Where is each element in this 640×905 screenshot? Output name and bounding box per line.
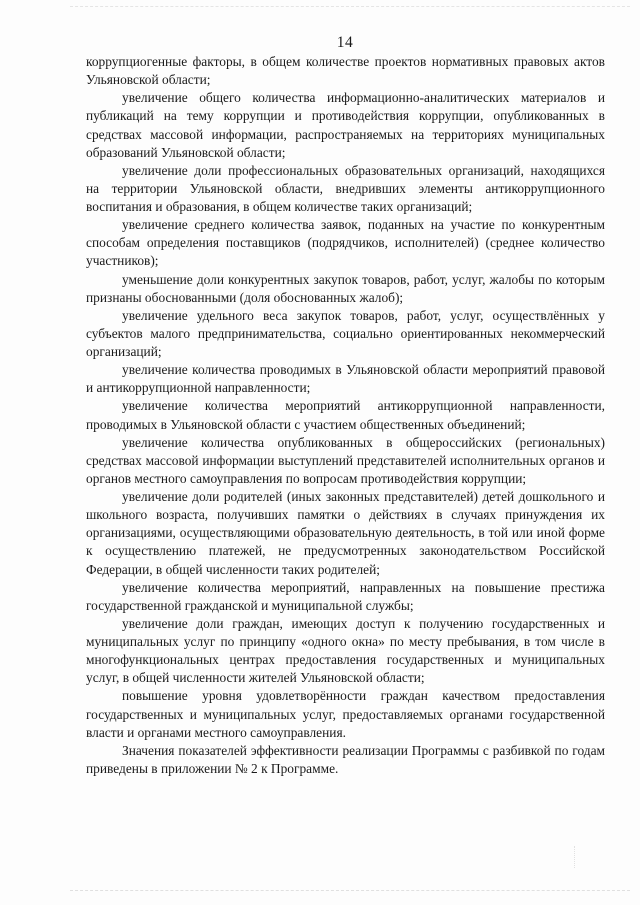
paragraph-one-window-access: увеличение доли граждан, имеющих доступ к получению государственных и муниципальных услуг по принципу «одного окна» по месту пребывания, в том числе в многофункциональных центрах предоставления государственных и муниципальных услуг, в общей численности жителей Ульяновской области; <box>86 615 605 686</box>
paragraph-small-business-share: увеличение удельного веса закупок товаров, работ, услуг, осуществлённых у субъектов малого предпринимательства, социально ориентированных некоммерческий организаций; <box>86 307 605 359</box>
document-body <box>86 53 605 778</box>
paragraph-service-satisfaction: повышение уровня удовлетворённости граждан качеством предоставления государственных и муниципальных услуг, предоставляемых органами государственной власти и органами местного самоуправления. <box>86 688 605 740</box>
scan-artifact-bottom <box>70 890 630 891</box>
paragraph-appendix-reference: Значения показателей эффективности реализации Программы с разбивкой по годам приведены в приложении № 2 к Программе. <box>86 742 605 776</box>
paragraph-official-media-appearances: увеличение количества опубликованных в общероссийских (региональных) средствах массовой информации выступлений представителей исполнительных органов и органов местного самоуправления по вопросам противодействия коррупции; <box>86 434 605 486</box>
paragraph-average-bids: увеличение среднего количества заявок, поданных на участие по конкурентным способам определения поставщиков (подрядчиков, исполнителей) (среднее количество участников); <box>86 217 605 269</box>
paragraph-legal-events: увеличение количества проводимых в Ульяновской области мероприятий правовой и антикоррупционной направленности; <box>86 362 605 396</box>
paragraph-procurement-complaints: уменьшение доли конкурентных закупок товаров, работ, услуг, жалобы по которым признаны обоснованными (доля обоснованных жалоб); <box>86 271 605 305</box>
paragraph-civil-service-prestige: увеличение количества мероприятий, направленных на повышение престижа государственной гражданской и муниципальной службы; <box>86 579 605 613</box>
scan-artifact-mark <box>574 846 576 868</box>
page-number: 14 <box>336 34 354 51</box>
paragraph-education-organizations: увеличение доли профессиональных образовательных организаций, находящихся на территории Ульяновской области, внедривших элементы антикоррупционного воспитания и образования, в общем количестве таких организаций; <box>86 162 605 214</box>
paragraph-parents-memos: увеличение доли родителей (иных законных представителей) детей дошкольного и школьного возраста, получивших памятки о действиях в случаях принуждения их организациями, осуществляющими образовательную деятельность, в той или иной форме к осуществлению платежей, не предусмотренных законодательством Российской Федерации, в общей численности таких родителей; <box>86 489 605 577</box>
paragraph-public-associations-events: увеличение количества мероприятий антикоррупционной направленности, проводимых в Ульяновской области с участием общественных объединений; <box>86 398 605 432</box>
paragraph-corruption-factors: коррупциогенные факторы, в общем количестве проектов нормативных правовых актов Ульяновской области; <box>86 54 605 88</box>
paragraph-media-publications: увеличение общего количества информационно-аналитических материалов и публикаций на тему коррупции и противодействия коррупции, опубликованных в средствах массовой информации, распространяемых на территориях муниципальных образований Ульяновской области; <box>86 90 605 160</box>
scan-artifact-top <box>70 6 630 7</box>
